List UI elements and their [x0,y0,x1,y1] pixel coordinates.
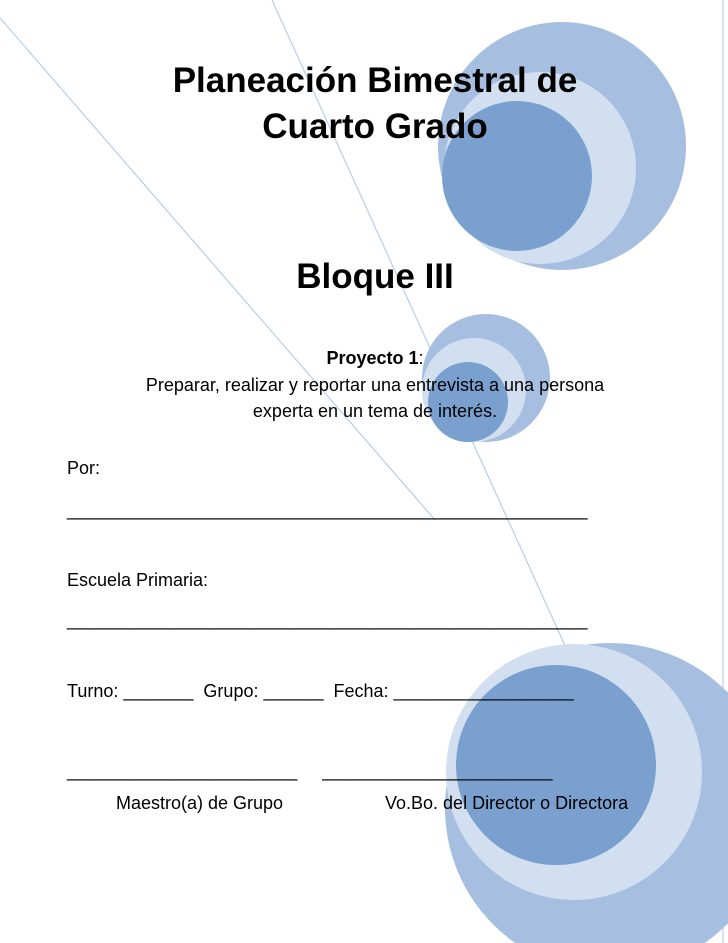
signature-director-label: Vo.Bo. del Director o Directora [385,793,629,813]
project-label: Proyecto 1 [326,348,419,368]
turno-grupo-fecha-row: Turno: _______ Grupo: ______ Fecha: __________________ [67,681,574,701]
project-desc-line-1: Preparar, realizar y reportar una entrevista a una persona [145,375,605,395]
escuela-line: ____________________________________________________ [67,610,588,630]
project-separator: : [418,348,424,368]
title-line-1: Planeación Bimestral de [172,61,578,100]
signature-maestro-label: Maestro(a) de Grupo [116,793,284,813]
project-heading [0,346,728,370]
page-title [100,58,650,150]
por-label: Por: [67,458,101,478]
escuela-label: Escuela Primaria: [67,570,209,590]
por-line: ____________________________________________________ [67,500,588,520]
project-description [90,372,660,424]
title-line-2: Cuarto Grado [262,107,488,146]
signature-lines: _______________________ _______________________ [67,761,553,781]
project-desc-line-2: experta en un tema de interés. [252,401,498,421]
bloque-heading: Bloque III [296,257,454,296]
